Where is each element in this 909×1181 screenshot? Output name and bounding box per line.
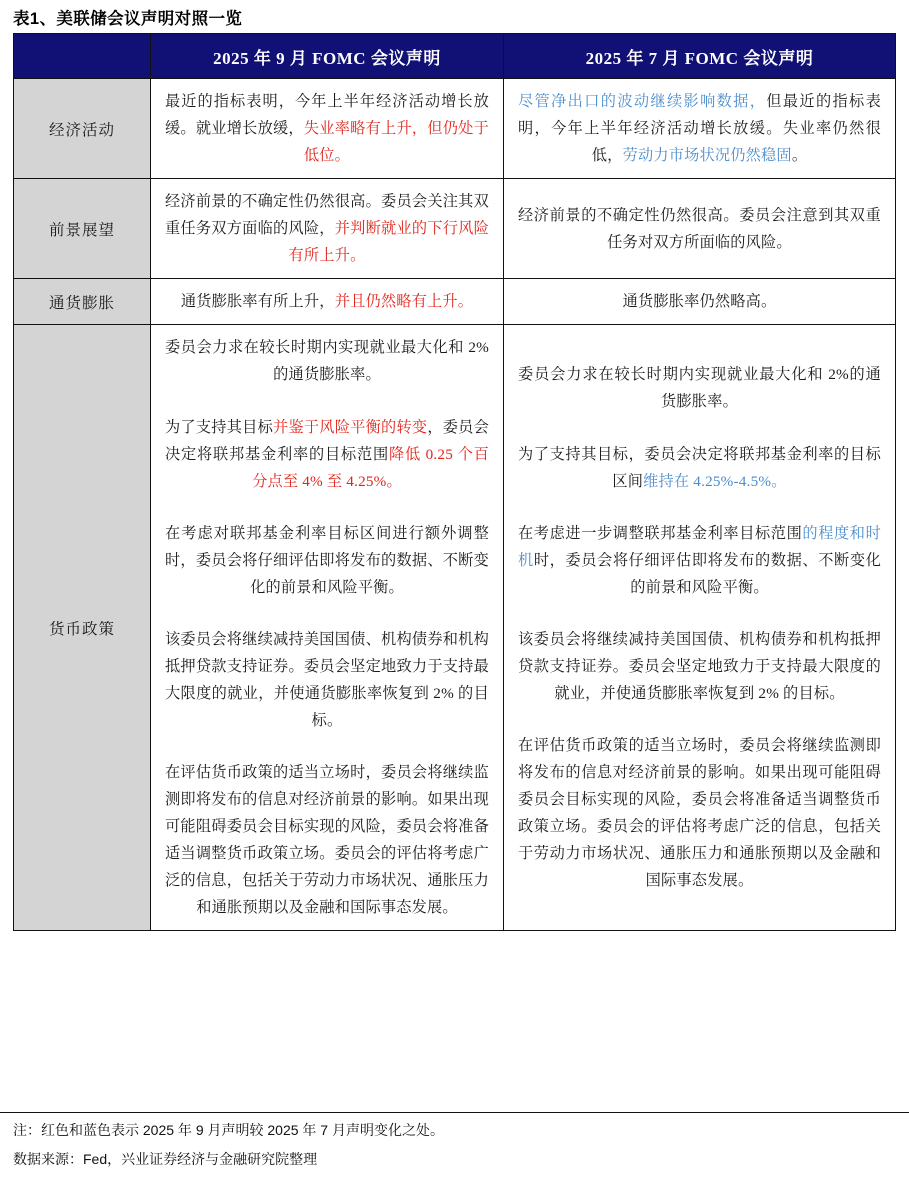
statement-text: 该委员会将继续减持美国国债、机构债券和机构抵押贷款支持证券。委员会坚定地致力于支持最大限度的就业，并使通货膨胀率恢复到 2% 的目标。 xyxy=(165,630,489,730)
statement-text: 时，委员会将仔细评估即将发布的数据、不断变化的前景和风险平衡。 xyxy=(533,551,882,596)
cell-july-3 xyxy=(504,325,896,931)
cell-september-0 xyxy=(151,79,504,179)
cell-july-2 xyxy=(504,279,896,325)
statement-text: 为了支持其目标 xyxy=(165,418,274,436)
july-paragraph xyxy=(518,361,881,415)
statement-text: 经济前景的不确定性仍然很高。委员会注意到其双重任务对双方所面临的风险。 xyxy=(518,206,881,251)
changed-text-red: 失业率略有上升，但仍处于低位。 xyxy=(303,120,489,165)
table-body xyxy=(14,79,896,931)
statement-text: ，委员会决定将联邦基金利率的目标范围 xyxy=(165,418,489,463)
footer-notes xyxy=(13,1120,893,1170)
changed-text-blue: 的程度和时机 xyxy=(518,524,881,569)
statement-text: 在考虑进一步调整联邦基金利率目标范围 xyxy=(518,524,803,542)
july-paragraph xyxy=(518,441,881,495)
changed-text-red: 并鉴于风险平衡的转变 xyxy=(273,418,428,436)
statement-text: 该委员会将继续减持美国国债、机构债券和机构抵押贷款支持证券。委员会坚定地致力于支持最大限度的就业，并使通货膨胀率恢复到 2% 的目标。 xyxy=(518,630,881,703)
footer-divider xyxy=(0,1112,909,1113)
table-header xyxy=(14,34,896,79)
changed-text-blue: 维持在 4.25%-4.5%。 xyxy=(643,472,787,490)
fomc-comparison-table xyxy=(13,33,896,931)
september-paragraph xyxy=(165,188,489,269)
september-paragraph xyxy=(165,414,489,495)
note-source: 数据来源：Fed，兴业证券经济与金融研究院整理 xyxy=(13,1150,318,1167)
statement-text: 在考虑对联邦基金利率目标区间进行额外调整时，委员会将仔细评估即将发布的数据、不断变化的前景和风险平衡。 xyxy=(165,524,489,596)
cell-september-2 xyxy=(151,279,504,325)
september-paragraph xyxy=(165,759,489,921)
table-row xyxy=(14,179,896,279)
table-row xyxy=(14,279,896,325)
table-row xyxy=(14,325,896,931)
statement-text: 委员会力求在较长时期内实现就业最大化和 2%的通货膨胀率。 xyxy=(518,366,881,411)
table-header-row xyxy=(14,34,896,79)
statement-text: 通货膨胀率仍然略高。 xyxy=(622,293,777,311)
september-paragraph xyxy=(165,520,489,601)
statement-text: 经济前景的不确定性仍然很高。委员会关注其双重任务双方面临的风险， xyxy=(165,193,489,238)
cell-september-1 xyxy=(151,179,504,279)
changed-text-blue: 尽管净出口的波动继续影响数据， xyxy=(518,93,767,110)
header-september-statement: 2025 年 9 月 FOMC 会议声明 xyxy=(151,34,504,79)
september-paragraph xyxy=(165,288,489,315)
september-paragraph xyxy=(165,626,489,734)
statement-text: 最近的指标表明，今年上半年经济活动增长放缓。就业增长放缓， xyxy=(165,93,489,138)
changed-text-red: 降低 0.25 个百分点至 4% 至 4.25%。 xyxy=(252,445,490,490)
row-label-0: 经济活动 xyxy=(14,79,151,179)
table-row xyxy=(14,79,896,179)
statement-text: 在评估货币政策的适当立场时，委员会将继续监测即将发布的信息对经济前景的影响。如果出现可能阻碍委员会目标实现的风险，委员会将准备适当调整货币政策立场。委员会的评估将考虑广泛的信息，包括关于劳动力市场状况、通胀压力和通胀预期以及金融和国际事态发展。 xyxy=(165,764,489,917)
september-paragraph xyxy=(165,334,489,388)
changed-text-blue: 劳动力市场状况仍然稳固 xyxy=(622,147,792,165)
july-paragraph xyxy=(518,288,881,315)
row-label-3: 货币政策 xyxy=(14,325,151,931)
cell-september-3 xyxy=(151,325,504,931)
statement-text: 在评估货币政策的适当立场时，委员会将继续监测即将发布的信息对经济前景的影响。如果出现可能阻碍委员会目标实现的风险，委员会将准备适当调整货币政策立场。委员会的评估将考虑广泛的信息，包括关于劳动力市场状况、通胀压力和通胀预期以及金融和国际事态发展。 xyxy=(518,737,881,890)
note-legend: 注：红色和蓝色表示 2025 年 9 月声明较 2025 年 7 月声明变化之处。 xyxy=(13,1122,444,1138)
cell-july-0 xyxy=(504,79,896,179)
july-paragraph xyxy=(518,520,881,601)
statement-text: 。 xyxy=(791,147,808,165)
statement-text: 通货膨胀率有所上升， xyxy=(180,293,335,311)
page-title: 表1、美联储会议声明对照一览 xyxy=(13,10,243,28)
statement-text: 但最近的指标表明，今年上半年经济活动增长放缓。失业率仍然很低， xyxy=(518,93,882,165)
september-paragraph xyxy=(165,88,489,169)
changed-text-red: 并且仍然略有上升。 xyxy=(334,293,474,311)
row-label-2: 通货膨胀 xyxy=(14,279,151,325)
statement-text: 为了支持其目标，委员会决定将联邦基金利率的目标区间 xyxy=(518,445,881,490)
statement-text: 委员会力求在较长时期内实现就业最大化和 2%的通货膨胀率。 xyxy=(165,339,489,384)
july-paragraph xyxy=(518,202,881,256)
july-paragraph xyxy=(518,732,881,894)
row-label-1: 前景展望 xyxy=(14,179,151,279)
july-paragraph xyxy=(518,626,881,707)
header-corner-cell xyxy=(14,34,151,79)
july-paragraph xyxy=(518,88,881,169)
cell-july-1 xyxy=(504,179,896,279)
changed-text-red: 并判断就业的下行风险有所上升。 xyxy=(288,220,490,265)
header-july-statement: 2025 年 7 月 FOMC 会议声明 xyxy=(504,34,896,79)
